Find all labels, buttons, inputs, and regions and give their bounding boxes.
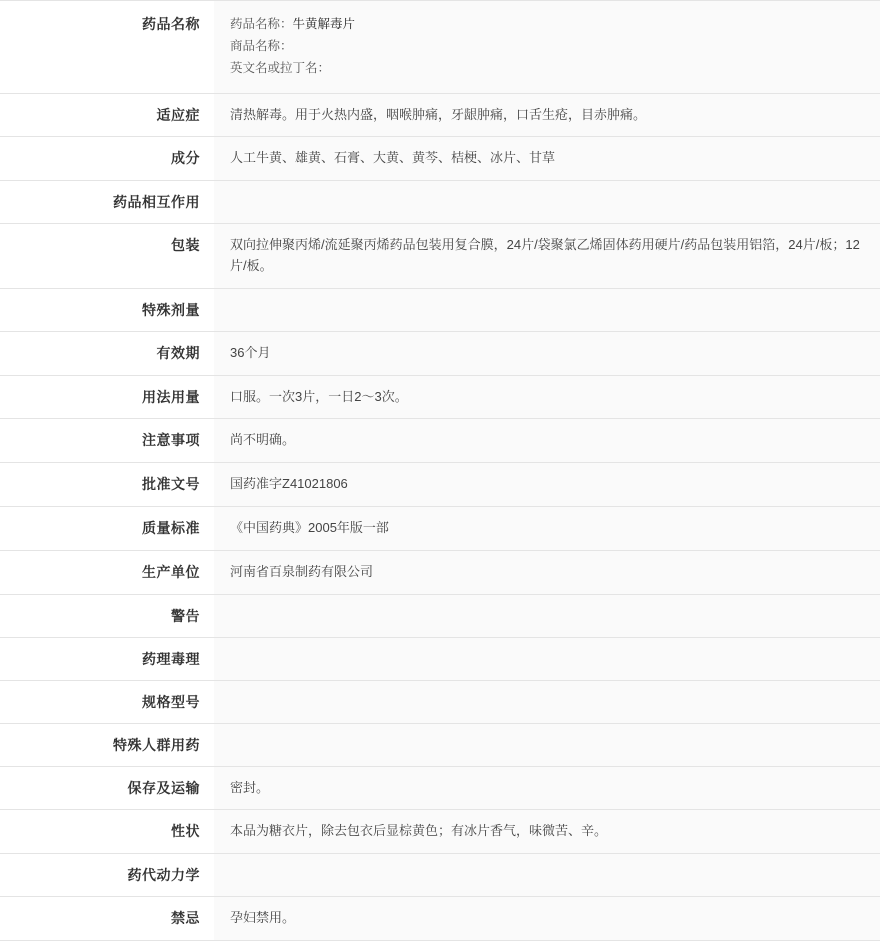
row-value [214, 897, 880, 941]
row-value [214, 463, 880, 507]
row-value-text [230, 692, 864, 706]
row-label: 规格型号 [0, 680, 214, 723]
table-row [0, 93, 880, 137]
table-row [0, 288, 880, 331]
row-value [214, 723, 880, 766]
table-row [0, 723, 880, 766]
row-label: 药代动力学 [0, 854, 214, 897]
row-value [214, 637, 880, 680]
name-line-label: 商品名称： [230, 38, 293, 53]
table-row [0, 224, 880, 289]
row-label: 有效期 [0, 331, 214, 375]
row-label: 药品相互作用 [0, 181, 214, 224]
table-row [0, 375, 880, 419]
table-row [0, 137, 880, 181]
row-value [214, 419, 880, 463]
row-value-text: 尚不明确。 [230, 432, 296, 448]
row-label: 药品名称 [0, 1, 214, 94]
row-value [214, 854, 880, 897]
row-value-text [230, 649, 864, 663]
row-label: 注意事项 [0, 419, 214, 463]
table-row [0, 810, 880, 854]
row-label: 性状 [0, 810, 214, 854]
row-label: 包装 [0, 224, 214, 289]
row-label: 用法用量 [0, 375, 214, 419]
row-value-text: 本品为糖衣片，除去包衣后显棕黄色；有冰片香气，味微苦、辛。 [230, 823, 608, 839]
row-value-text: 国药准字Z41021806 [230, 476, 348, 492]
row-value [214, 288, 880, 331]
row-label: 禁忌 [0, 897, 214, 941]
row-label: 警告 [0, 594, 214, 637]
name-line [230, 58, 864, 80]
table-row [0, 854, 880, 897]
row-label: 保存及运输 [0, 766, 214, 810]
row-value-text [230, 300, 864, 314]
table-row [0, 550, 880, 594]
row-value [214, 375, 880, 419]
row-value-text: 双向拉伸聚丙烯/流延聚丙烯药品包装用复合膜，24片/袋聚氯乙烯固体药用硬片/药品包装用铝箔，24片/板；12片/板。 [230, 237, 860, 274]
row-value-text [230, 606, 864, 620]
row-value [214, 331, 880, 375]
row-label: 特殊剂量 [0, 288, 214, 331]
row-label: 药理毒理 [0, 637, 214, 680]
table-row [0, 680, 880, 723]
name-line-label: 药品名称： [230, 17, 293, 31]
row-value [214, 1, 880, 94]
row-label: 生产单位 [0, 550, 214, 594]
drug-info-table-body [0, 1, 880, 941]
row-value [214, 594, 880, 637]
row-label: 成分 [0, 137, 214, 181]
row-value [214, 766, 880, 810]
row-value [214, 680, 880, 723]
name-line-value: 牛黄解毒片 [292, 17, 356, 31]
name-line [230, 36, 864, 58]
row-value-text: 口服。一次3片，一日2～3次。 [230, 388, 408, 404]
table-row [0, 594, 880, 637]
row-value [214, 224, 880, 289]
row-value-text [230, 192, 864, 206]
row-value [214, 810, 880, 854]
table-row [0, 181, 880, 224]
name-line-label: 英文名或拉丁名： [230, 60, 331, 75]
row-label: 适应症 [0, 93, 214, 137]
row-value-text: 清热解毒。用于火热内盛，咽喉肿痛，牙龈肿痛，口舌生疮，目赤肿痛。 [230, 106, 647, 122]
row-value [214, 137, 880, 181]
table-row [0, 637, 880, 680]
row-value-text [230, 735, 864, 749]
row-value-text: 《中国药典》2005年版一部 [230, 520, 389, 535]
table-row [0, 463, 880, 507]
row-label: 特殊人群用药 [0, 723, 214, 766]
table-row [0, 419, 880, 463]
row-label: 质量标准 [0, 507, 214, 551]
row-value [214, 507, 880, 551]
row-value-text: 孕妇禁用。 [230, 910, 296, 926]
table-row [0, 897, 880, 941]
row-value [214, 550, 880, 594]
row-value [214, 181, 880, 224]
name-line [230, 14, 864, 36]
row-label: 批准文号 [0, 463, 214, 507]
row-value-text: 人工牛黄、雄黄、石膏、大黄、黄芩、桔梗、冰片、甘草 [230, 150, 556, 166]
table-row [0, 766, 880, 810]
table-row [0, 507, 880, 551]
table-row [0, 331, 880, 375]
row-value-text: 河南省百泉制药有限公司 [230, 563, 374, 579]
table-row [0, 1, 880, 94]
row-value-text: 密封。 [230, 779, 270, 795]
row-value-text [230, 865, 864, 879]
row-value-text: 36个月 [230, 344, 271, 360]
row-value [214, 93, 880, 137]
